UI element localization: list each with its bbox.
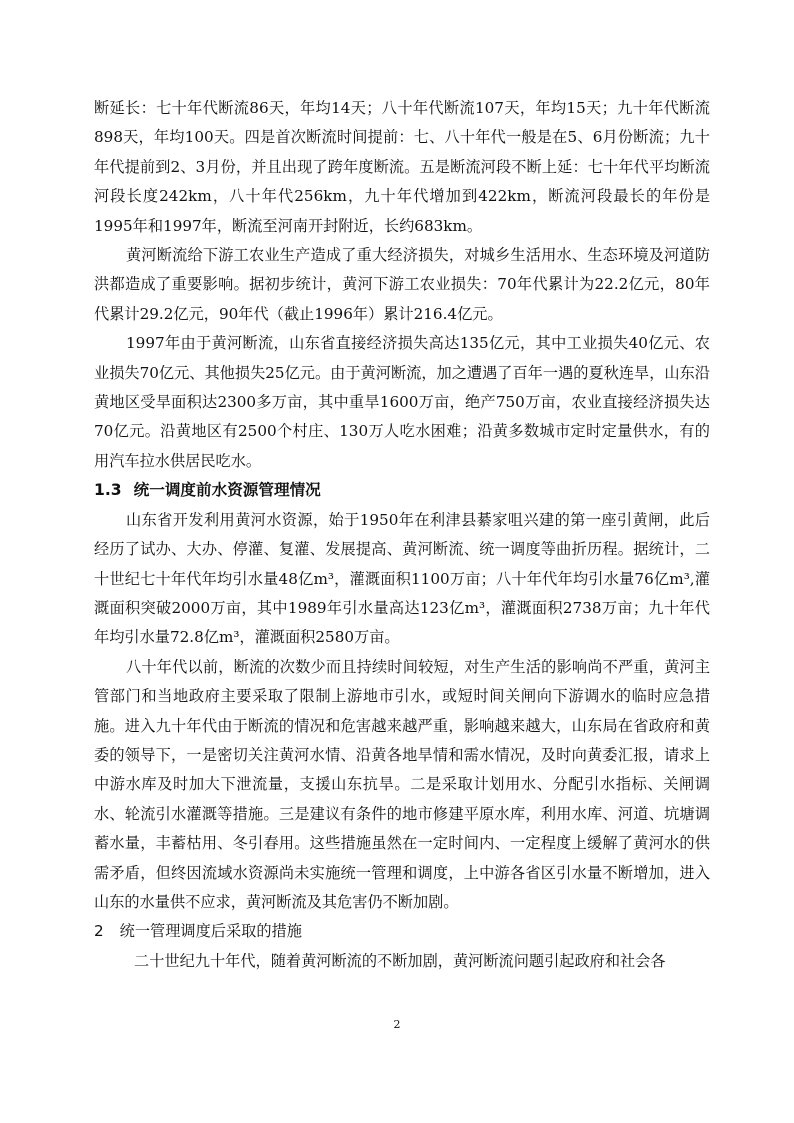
section-number: 2 xyxy=(94,922,104,941)
body-paragraph-4: 山东省开发利用黄河水资源，始于1950年在利津县綦家咀兴建的第一座引黄闸，此后经历了试办、大办、停灌、复灌、发展提高、黄河断流、统一调度等曲折历程。据统计，二十世纪七十年代年均引水量48亿m³，灌溉面积1100万亩；八十年代年均引水量76亿m³,灌溉面积突破2000万亩，其中1989年引水量高达123亿m³，灌溉面积2738万亩；九十年代年均引水量72.8亿m³，灌溉面积2580万亩。 xyxy=(94,510,710,647)
section-number: 1.3 xyxy=(94,481,122,500)
body-paragraph-5: 八十年代以前，断流的次数少而且持续时间较短，对生产生活的影响尚不严重，黄河主管部门和当地政府主要采取了限制上游地市引水，或短时间关闸向下游调水的临时应急措施。进入九十年代由于断流的情况和危害越来越严重，影响越来越大，山东局在省政府和黄委的领导下，一是密切关注黄河水情、沿黄各地旱情和需水情况，及时向黄委汇报，请求上中游水库及时加大下泄流量，支援山东抗旱。二是采取计划用水、分配引水指标、关闸调水、轮流引水灌溉等措施。三是建议有条件的地市修建平原水库，利用水库、河道、坑塘调蓄水量，丰蓄枯用、冬引春用。这些措施虽然在一定时间内、一定程度上缓解了黄河水的供需矛盾，但终因流域水资源尚未实施统一管理和调度，上中游各省区引水量不断增加，进入山东的水量供不应求，黄河断流及其危害仍不断加剧。 xyxy=(94,657,710,911)
body-paragraph-6: 二十世纪九十年代，随着黄河断流的不断加剧，黄河断流问题引起政府和社会各 xyxy=(134,951,666,970)
page-number: 2 xyxy=(393,1018,401,1031)
section-heading-2 xyxy=(94,917,710,946)
body-paragraph-3: 1997年由于黄河断流，山东省直接经济损失高达135亿元，其中工业损失40亿元、农业损失70亿元、其他损失25亿元。由于黄河断流，加之遭遇了百年一遇的夏秋连旱，山东沿黄地区受旱面积达2300多万亩，其中重旱1600万亩，绝产750万亩，农业直接经济损失达70亿元。沿黄地区有2500个村庄、130万人吃水困难；沿黄多数城市定时定量供水，有的用汽车拉水供居民吃水。 xyxy=(94,334,710,470)
body-paragraph-1: 断延长：七十年代断流86天，年均14天；八十年代断流107天，年均15天；九十年代断流898天，年均100天。四是首次断流时间提前：七、八十年代一般是在5、6月份断流；九十年代提前到2、3月份，并且出现了跨年度断流。五是断流河段不断上延：七十年代平均断流河段长度242km，八十年代256km，九十年代增加到422km，断流河段最长的年份是1995年和1997年，断流至河南开封附近，长约683km。 xyxy=(94,99,710,235)
section-title: 统一管理调度后采取的措施 xyxy=(119,922,302,941)
body-paragraph-2: 黄河断流给下游工农业生产造成了重大经济损失，对城乡生活用水、生态环境及河道防洪都造成了重要影响。据初步统计，黄河下游工农业损失：70年代累计为22.2亿元，80年代累计29.2亿元，90年代（截止1996年）累计216.4亿元。 xyxy=(94,246,710,323)
section-heading-1-3 xyxy=(94,476,710,505)
page-body xyxy=(94,94,710,976)
section-title: 统一调度前水资源管理情况 xyxy=(133,481,321,500)
